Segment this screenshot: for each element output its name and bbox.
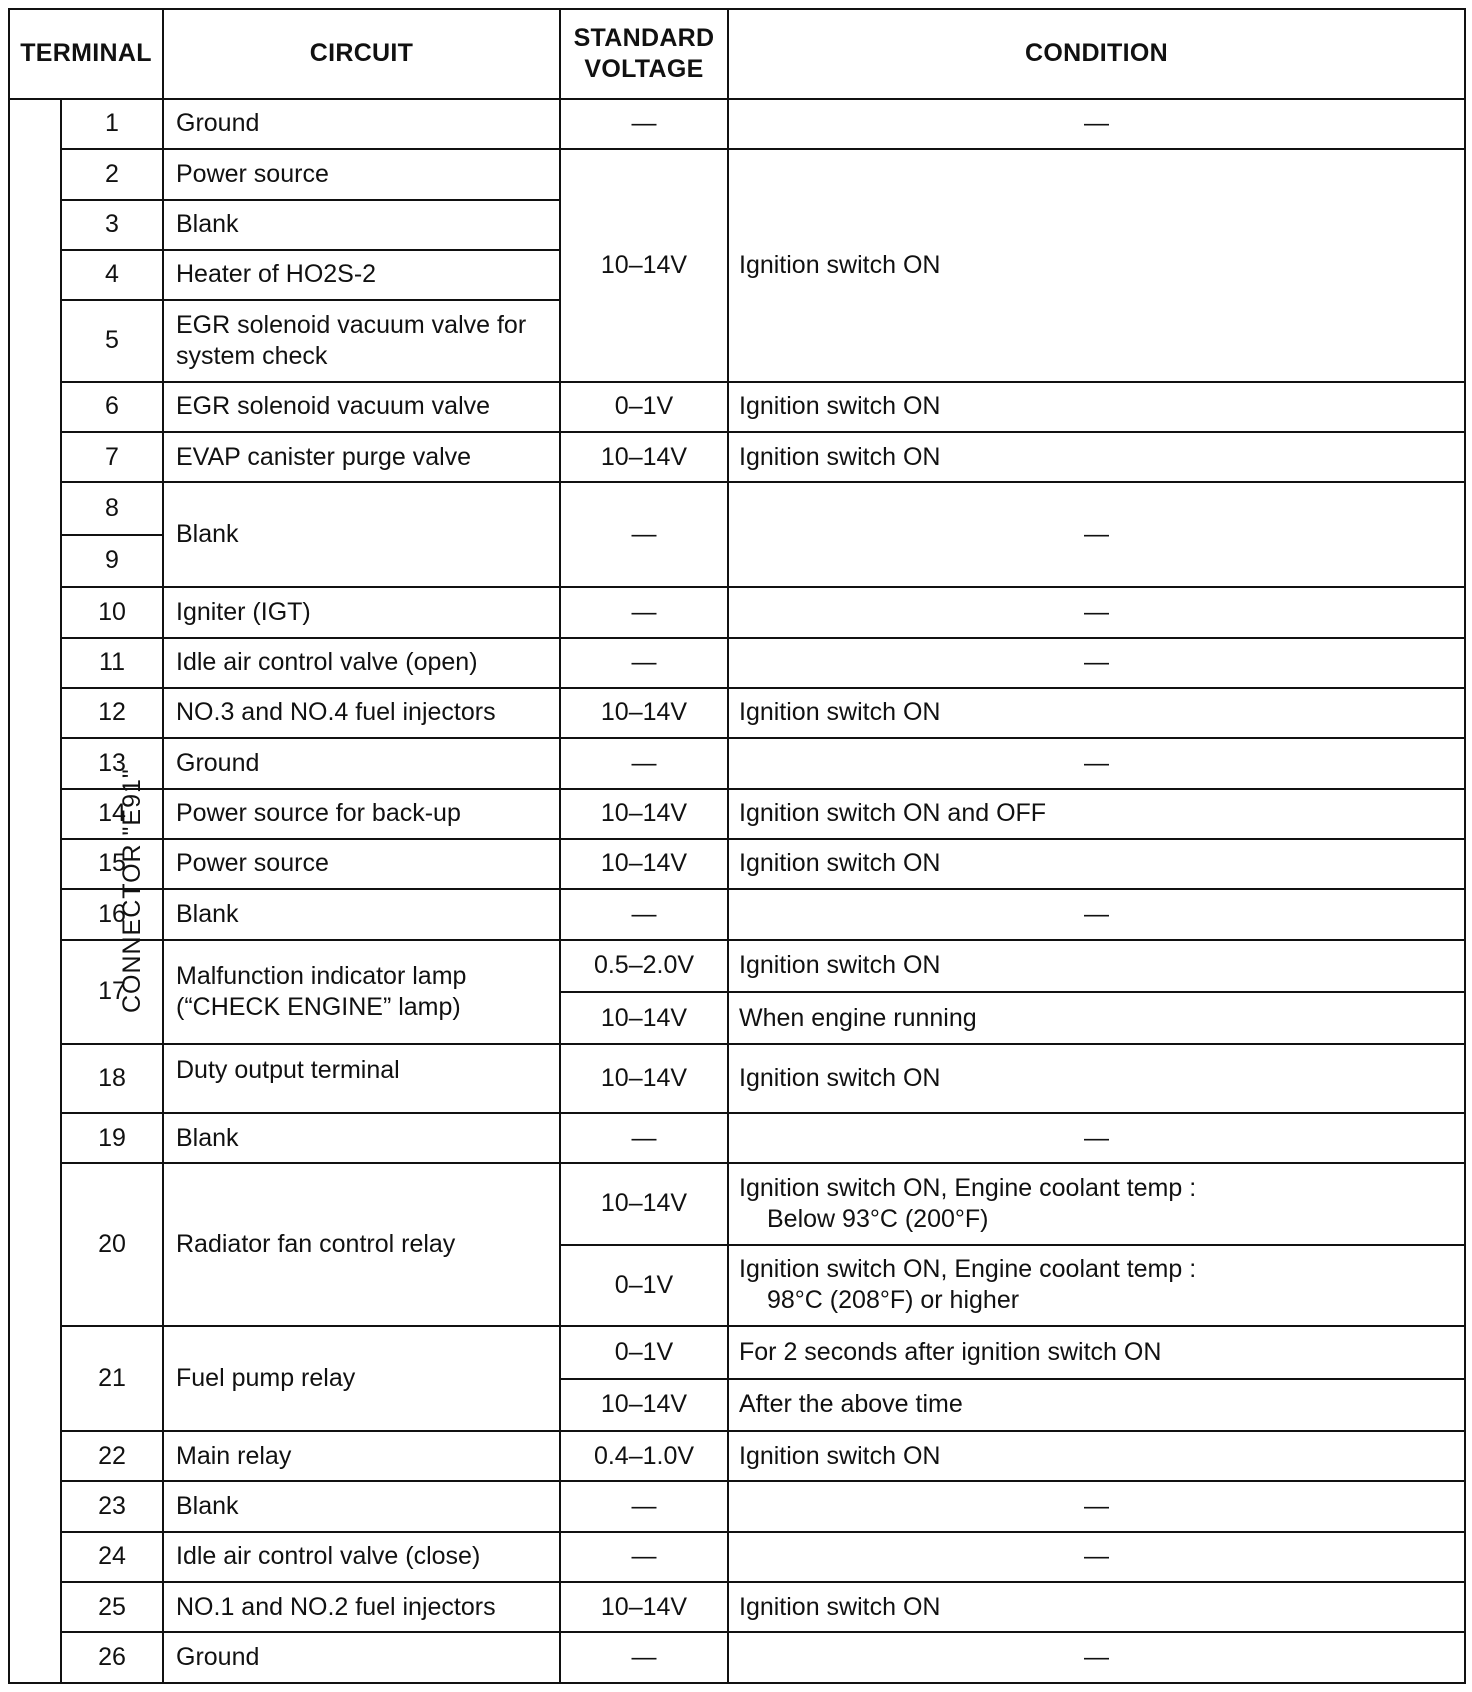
terminal-number: 19 <box>61 1113 163 1163</box>
condition: Ignition switch ON <box>728 839 1465 889</box>
condition: Ignition switch ON <box>728 432 1465 482</box>
header-voltage-line1: STANDARD <box>573 23 715 52</box>
standard-voltage: — <box>560 99 728 149</box>
standard-voltage: — <box>560 1113 728 1163</box>
condition <box>728 1163 1465 1244</box>
table-row <box>9 940 1465 992</box>
condition: Ignition switch ON and OFF <box>728 789 1465 839</box>
standard-voltage: 10–14V <box>560 789 728 839</box>
condition: — <box>728 99 1465 149</box>
table-row <box>9 432 1465 482</box>
circuit-line: (“CHECK ENGINE” lamp) <box>176 993 461 1022</box>
terminal-number: 4 <box>61 250 163 300</box>
terminal-number: 6 <box>61 382 163 432</box>
condition: — <box>728 482 1465 587</box>
circuit-name: EGR solenoid vacuum valve for system check <box>163 300 560 381</box>
header-voltage-line2: VOLTAGE <box>584 54 704 83</box>
table-row <box>9 482 1465 534</box>
circuit-name: Blank <box>163 1481 560 1531</box>
standard-voltage: 0–1V <box>560 382 728 432</box>
standard-voltage: 10–14V <box>560 992 728 1044</box>
terminal-number: 1 <box>61 99 163 149</box>
condition: After the above time <box>728 1379 1465 1431</box>
table-row <box>9 1632 1465 1683</box>
terminal-number: 8 <box>61 482 163 534</box>
circuit-name: Igniter (IGT) <box>163 587 560 637</box>
terminal-number: 7 <box>61 432 163 482</box>
condition: Ignition switch ON <box>728 149 1465 381</box>
condition: — <box>728 1532 1465 1582</box>
terminal-number: 12 <box>61 688 163 738</box>
terminal-number: 5 <box>61 300 163 381</box>
terminal-table-document <box>8 8 1464 1684</box>
standard-voltage: — <box>560 738 728 788</box>
table-row <box>9 1532 1465 1582</box>
condition <box>728 1245 1465 1326</box>
condition: Ignition switch ON <box>728 1044 1465 1113</box>
terminal-number: 25 <box>61 1582 163 1632</box>
table-row <box>9 1582 1465 1632</box>
condition: Ignition switch ON <box>728 1431 1465 1481</box>
circuit-name: Power source for back-up <box>163 789 560 839</box>
standard-voltage: 0–1V <box>560 1245 728 1326</box>
condition-line: Below 93°C (200°F) <box>767 1205 989 1234</box>
circuit-name: Ground <box>163 1632 560 1683</box>
circuit-name: Blank <box>163 889 560 939</box>
condition: Ignition switch ON <box>728 1582 1465 1632</box>
terminal-number: 14 <box>61 789 163 839</box>
circuit-name: Power source <box>163 839 560 889</box>
table-row <box>9 99 1465 149</box>
circuit-name: Heater of HO2S-2 <box>163 250 560 300</box>
table-row <box>9 1481 1465 1531</box>
condition: Ignition switch ON <box>728 940 1465 992</box>
condition: — <box>728 889 1465 939</box>
standard-voltage: — <box>560 1532 728 1582</box>
table-row <box>9 587 1465 637</box>
circuit-name: Main relay <box>163 1431 560 1481</box>
condition: — <box>728 587 1465 637</box>
circuit-name: Power source <box>163 149 560 199</box>
circuit-name: NO.1 and NO.2 fuel injectors <box>163 1582 560 1632</box>
terminal-number: 17 <box>61 940 163 1045</box>
standard-voltage: 10–14V <box>560 1582 728 1632</box>
standard-voltage: — <box>560 638 728 688</box>
condition-line: Ignition switch ON, Engine coolant temp : <box>739 1255 1197 1284</box>
condition: — <box>728 738 1465 788</box>
terminal-number: 16 <box>61 889 163 939</box>
standard-voltage: — <box>560 889 728 939</box>
table-row <box>9 1113 1465 1163</box>
standard-voltage: 10–14V <box>560 1044 728 1113</box>
standard-voltage: — <box>560 1481 728 1531</box>
circuit-name <box>163 940 560 1045</box>
connector-label: CONNECTOR "E91" <box>117 768 146 1014</box>
standard-voltage: — <box>560 482 728 587</box>
standard-voltage: 0.5–2.0V <box>560 940 728 992</box>
terminal-number: 10 <box>61 587 163 637</box>
standard-voltage: — <box>560 587 728 637</box>
standard-voltage: — <box>560 1632 728 1683</box>
condition: Ignition switch ON <box>728 688 1465 738</box>
table-row <box>9 688 1465 738</box>
condition: — <box>728 638 1465 688</box>
table-row <box>9 738 1465 788</box>
circuit-name: Radiator fan control relay <box>163 1163 560 1326</box>
terminal-number: 13 <box>61 738 163 788</box>
condition: — <box>728 1481 1465 1531</box>
circuit-name: Duty output terminal <box>163 1044 560 1113</box>
terminal-number: 18 <box>61 1044 163 1113</box>
circuit-name: Blank <box>163 1113 560 1163</box>
circuit-name: EVAP canister purge valve <box>163 432 560 482</box>
standard-voltage: 10–14V <box>560 839 728 889</box>
condition: Ignition switch ON <box>728 382 1465 432</box>
table-row <box>9 1044 1465 1113</box>
terminal-number: 3 <box>61 200 163 250</box>
terminal-number: 24 <box>61 1532 163 1582</box>
terminal-number: 23 <box>61 1481 163 1531</box>
standard-voltage: 10–14V <box>560 688 728 738</box>
circuit-name: Blank <box>163 200 560 250</box>
header-standard-voltage <box>560 9 728 99</box>
circuit-name: Ground <box>163 99 560 149</box>
terminal-number: 26 <box>61 1632 163 1683</box>
standard-voltage: 10–14V <box>560 149 728 381</box>
circuit-name: Idle air control valve (open) <box>163 638 560 688</box>
header-condition: CONDITION <box>728 9 1465 99</box>
standard-voltage: 10–14V <box>560 1379 728 1431</box>
circuit-line: Malfunction indicator lamp <box>176 961 467 990</box>
condition: For 2 seconds after ignition switch ON <box>728 1326 1465 1378</box>
header-terminal: TERMINAL <box>9 9 163 99</box>
terminal-number: 20 <box>61 1163 163 1326</box>
circuit-name: Idle air control valve (close) <box>163 1532 560 1582</box>
standard-voltage: 10–14V <box>560 432 728 482</box>
circuit-name: Fuel pump relay <box>163 1326 560 1431</box>
terminal-number: 15 <box>61 839 163 889</box>
terminal-number: 22 <box>61 1431 163 1481</box>
circuit-name: NO.3 and NO.4 fuel injectors <box>163 688 560 738</box>
circuit-name: Ground <box>163 738 560 788</box>
table-row <box>9 1431 1465 1481</box>
table-row <box>9 889 1465 939</box>
circuit-name: EGR solenoid vacuum valve <box>163 382 560 432</box>
standard-voltage: 0–1V <box>560 1326 728 1378</box>
table-row <box>9 382 1465 432</box>
terminal-number: 21 <box>61 1326 163 1431</box>
table-row <box>9 1326 1465 1378</box>
header-circuit: CIRCUIT <box>163 9 560 99</box>
table-row <box>9 839 1465 889</box>
condition: When engine running <box>728 992 1465 1044</box>
table-row <box>9 789 1465 839</box>
condition: — <box>728 1632 1465 1683</box>
terminal-number: 2 <box>61 149 163 199</box>
table-row <box>9 1163 1465 1244</box>
terminal-table <box>8 8 1466 1684</box>
condition: — <box>728 1113 1465 1163</box>
terminal-number: 9 <box>61 535 163 587</box>
table-header-row <box>9 9 1465 99</box>
condition-line: 98°C (208°F) or higher <box>767 1286 1020 1315</box>
standard-voltage: 0.4–1.0V <box>560 1431 728 1481</box>
terminal-number: 11 <box>61 638 163 688</box>
circuit-name: Blank <box>163 482 560 587</box>
table-row <box>9 149 1465 199</box>
condition-line: Ignition switch ON, Engine coolant temp : <box>739 1173 1197 1202</box>
table-row <box>9 638 1465 688</box>
standard-voltage: 10–14V <box>560 1163 728 1244</box>
